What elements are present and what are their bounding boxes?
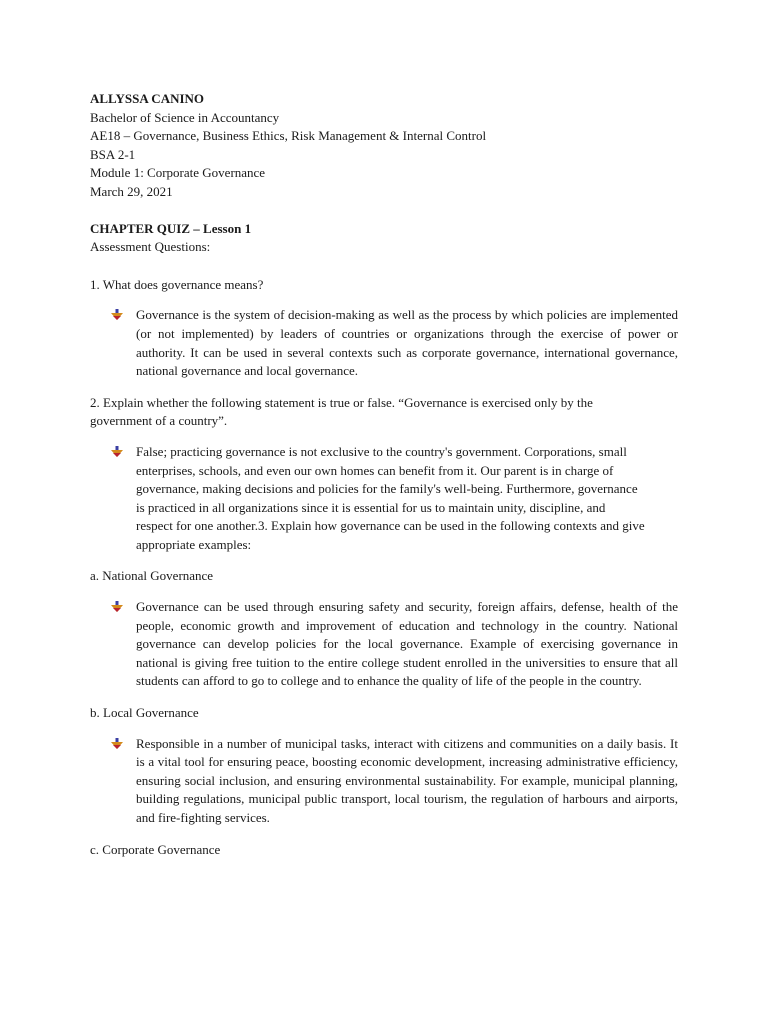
answer-national-governance-text: Governance can be used through ensuring safety and security, foreign affairs, defense, health of the people, economic growth and improvement of education and technology in the country. National governance can develop policies for the local governance. Example of exercising governance in national is giving free tuition to the entire college student enrolled in the universities to ensure that all students can afford to go to college and to enhance the quality of life of the people in the country. [136,599,678,689]
heading-corporate-governance: c. Corporate Governance [90,841,221,857]
course-title: AE18 – Governance, Business Ethics, Risk Management & Internal Control [90,128,487,144]
heading-local-governance: b. Local Governance [90,705,199,721]
quiz-title: CHAPTER QUIZ – Lesson 1 [90,220,252,236]
answer-2-line: respect for one another.3. Explain how governance can be used in the following contexts and give [136,518,645,534]
answer-1 [136,306,678,380]
answer-local-governance [136,735,678,828]
date: March 29, 2021 [90,183,173,199]
arrow-bullet-icon [111,601,123,613]
document-content [90,90,678,859]
module-title: Module 1: Corporate Governance [90,165,266,181]
question-2-line-1: 2. Explain whether the following statement is true or false. “Governance is exercised only by the [90,394,593,410]
section: BSA 2-1 [90,146,136,162]
answer-1-text: Governance is the system of decision-making as well as the process by which policies are implemented (or not implemented) by leaders of countries or organizations through the exercise of power or authority. It can be used in several contexts such as corporate governance, international governance, national governance and local governance. [136,307,678,379]
arrow-bullet-icon [111,446,123,458]
answer-2-line: False; practicing governance is not exclusive to the country's government. Corporations, small [136,443,627,459]
answer-2 [136,443,678,555]
answer-2-line: governance, making decisions and policies for the family's well-being. Furthermore, governance [136,481,638,497]
answer-local-governance-text: Responsible in a number of municipal tasks, interact with citizens and communities on a daily basis. It is a vital tool for ensuring peace, boosting economic development, increasing administrative efficiency, ensuring social inclusion, and ensuring environmental sustainability. For example, municipal planning, building regulations, municipal public transport, local tourism, the regulation of harbours and airports, and fire-fighting services. [136,735,678,825]
quiz-subtitle: Assessment Questions: [90,239,211,255]
heading-national-governance: a. National Governance [90,568,214,584]
question-2-line-2: government of a country”. [90,413,228,429]
answer-2-line: is practiced in all organizations since it is essential for us to maintain unity, discipline, and [136,499,606,515]
answer-2-line: appropriate examples: [136,536,252,552]
answer-2-line: enterprises, schools, and even our own homes can benefit from it. Our parent is in charge of [136,462,614,478]
student-name: ALLYSSA CANINO [90,91,205,106]
arrow-bullet-icon [111,309,123,321]
question-1: 1. What does governance means? [90,276,264,292]
answer-national-governance [136,598,678,691]
arrow-bullet-icon [111,738,123,750]
degree-program: Bachelor of Science in Accountancy [90,109,280,125]
